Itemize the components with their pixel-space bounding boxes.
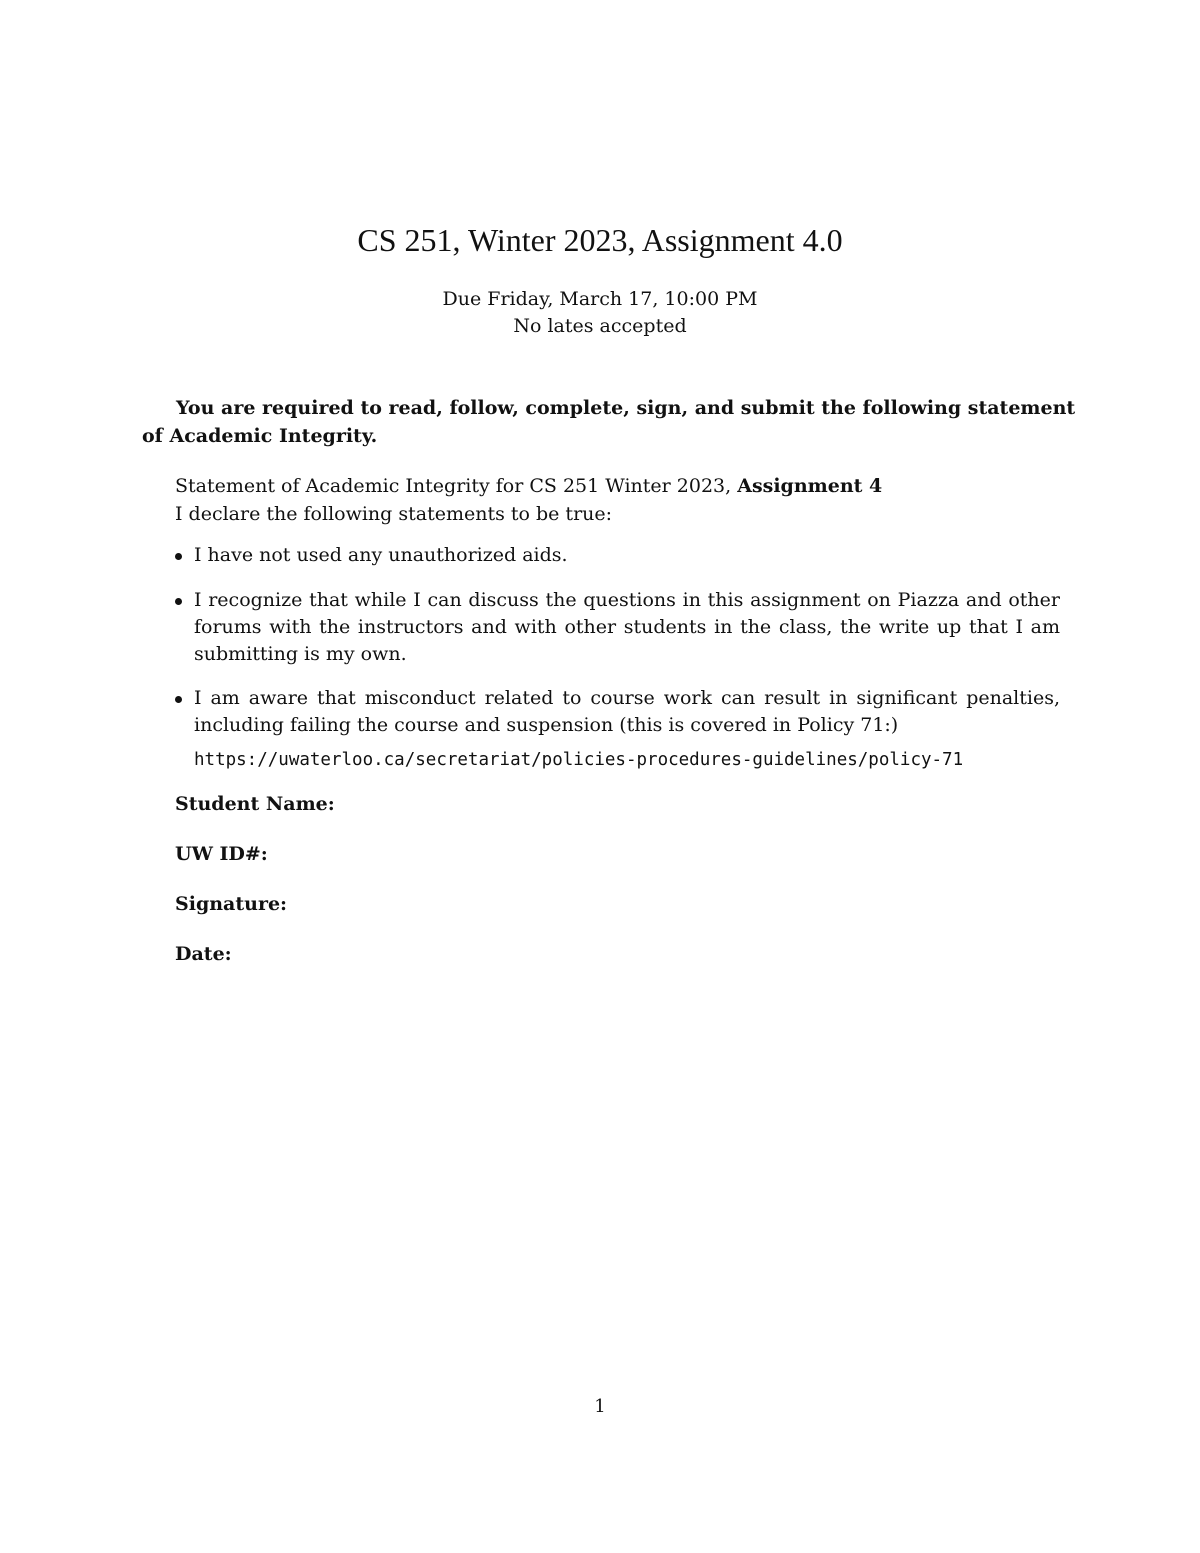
student-name-label: Student Name: bbox=[175, 793, 335, 815]
declaration-text: I recognize that while I can discuss the questions in this assignment on Piazza and other forums with the instructors and with other students in the class, the write up that I am submitting is my own. bbox=[194, 589, 1060, 665]
declaration-text: I have not used any unauthorized aids. bbox=[194, 544, 568, 566]
due-date: Due Friday, March 17, 10:00 PM bbox=[442, 288, 758, 310]
requirement-line-1: You are required to read, follow, complete, sign, and submit the following statement bbox=[176, 397, 1076, 419]
requirement-line-2: of Academic Integrity. bbox=[142, 425, 378, 447]
declaration-text: I am aware that misconduct related to course work can result in significant penalties, including failing the course and suspension (this is covered in Policy 71:) bbox=[194, 687, 1060, 736]
declaration-list bbox=[175, 542, 1060, 739]
list-item bbox=[175, 587, 1060, 668]
integrity-requirement bbox=[142, 394, 1076, 450]
policy-link[interactable]: https://uwaterloo.ca/secretariat/policies-procedures-guidelines/policy-71 bbox=[194, 750, 964, 770]
bullet-icon bbox=[175, 553, 182, 560]
lates-policy: No lates accepted bbox=[513, 315, 687, 337]
assignment-title: CS 251, Winter 2023, Assignment 4.0 bbox=[357, 222, 843, 258]
statement-heading-text: Statement of Academic Integrity for CS 251 Winter 2023, bbox=[175, 475, 738, 497]
bullet-icon bbox=[175, 598, 182, 605]
date-label: Date: bbox=[175, 943, 232, 965]
statement-heading-assignment: Assignment 4 bbox=[737, 475, 883, 497]
page-number: 1 bbox=[594, 1396, 606, 1417]
declare-text: I declare the following statements to be true: bbox=[175, 503, 613, 525]
list-item bbox=[175, 685, 1060, 739]
bullet-icon bbox=[175, 696, 182, 703]
uw-id-label: UW ID#: bbox=[175, 843, 268, 865]
statement-heading bbox=[175, 472, 1060, 528]
signature-label: Signature: bbox=[175, 893, 288, 915]
list-item bbox=[175, 542, 1060, 569]
